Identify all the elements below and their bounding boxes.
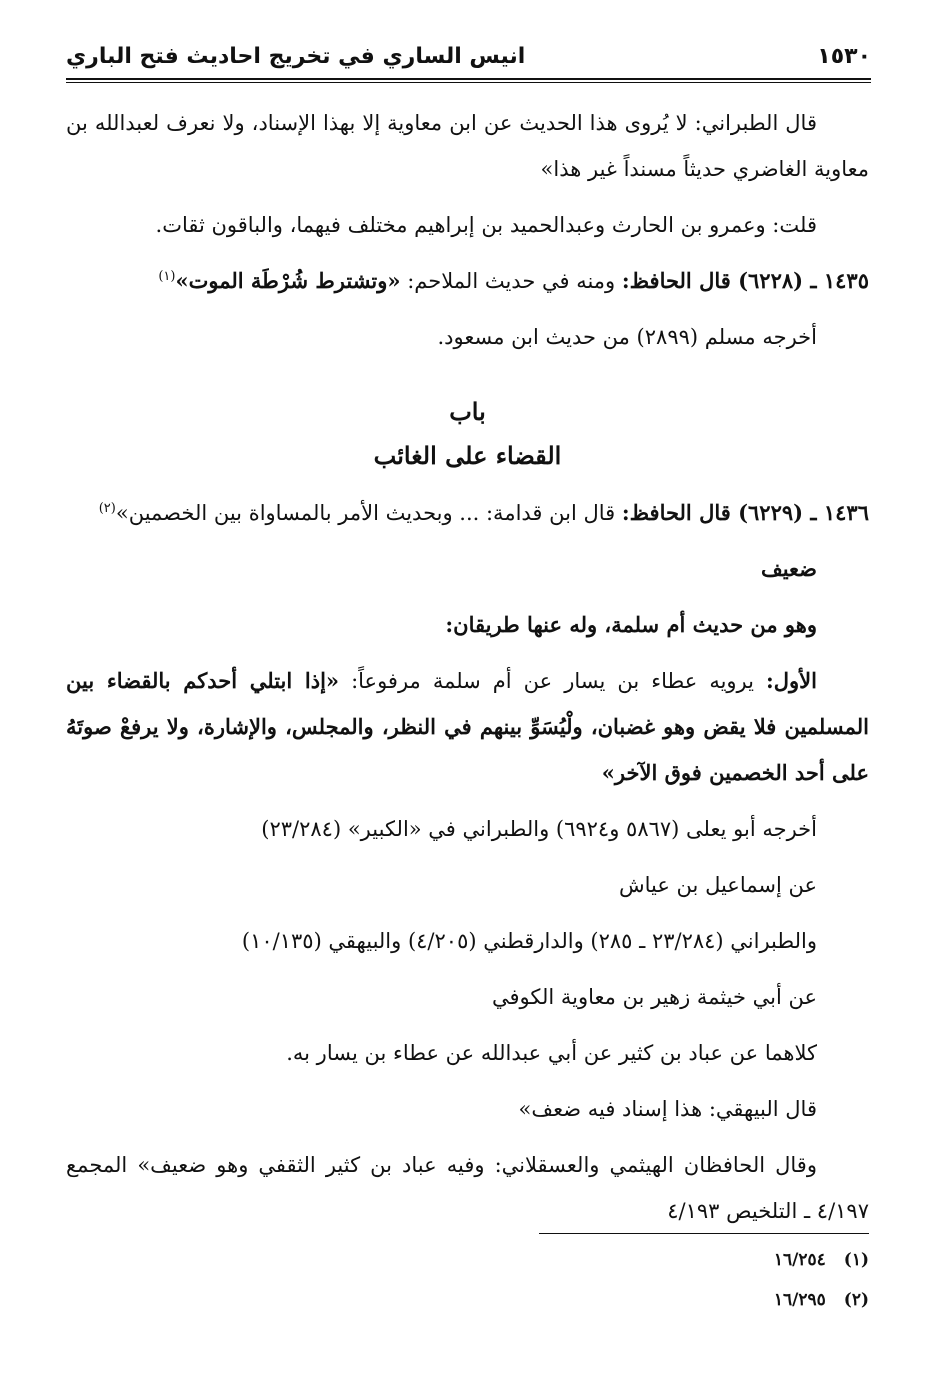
paragraph-tabarani-quote: قال الطبراني: لا يُروى هذا الحديث عن ابن معاوية إلا بهذا الإسناد، ولا نعرف لعبدالله بن معاوية الغاضري حديثاً مسنداً غير هذا» (66, 111, 869, 181)
hadith-1436-number: ١٤٣٦ ـ (٦٢٢٩) قال الحافظ: (621, 500, 869, 525)
footnote-2-text: ١٦/٢٩٥ (773, 1290, 826, 1310)
book-title: انيس الساري في تخريج احاديث فتح الباري (66, 43, 526, 69)
takhrij-line-4: عن أبي خيثمة زهير بن معاوية الكوفي (491, 985, 817, 1009)
footnote-rule (539, 1233, 869, 1234)
header-rule (66, 78, 871, 80)
footnote-ref-2: (٢) (98, 501, 116, 516)
takhrij-line-6: قال البيهقي: هذا إسناد فيه ضعف» (518, 1097, 817, 1121)
footnote-1 (469, 1240, 869, 1280)
first-route-text: يرويه عطاء بن يسار عن أم سلمة مرفوعاً: (339, 669, 767, 693)
running-header (66, 38, 871, 74)
page-body (66, 100, 869, 1234)
takhrij-line-7: وقال الحافظان الهيثمي والعسقلاني: وفيه عباد بن كثير الثقفي وهو ضعيف» المجمع ٤/١٩٧ ـ التلخيص ٤/١٩٣ (66, 1153, 869, 1223)
hadith-1435-text: ومنه في حديث الملاحم: (400, 269, 622, 293)
takhrij-line-1: أخرجه أبو يعلى (٥٨٦٧ و٦٩٢٤) والطبراني في «الكبير» (٢٣/٢٨٤) (261, 817, 817, 841)
footnote-2-marker: (٢) (843, 1290, 869, 1310)
page-number: ١٥٣٠ (817, 43, 871, 69)
hadith-1435-number: ١٤٣٥ ـ (٦٢٢٨) قال الحافظ: (621, 268, 869, 293)
hadith-1436-text: قال ابن قدامة: ... وبحديث الأمر بالمساواة بين الخصمين» (115, 501, 622, 525)
footnote-1-text: ١٦/٢٥٤ (773, 1250, 826, 1270)
hadith-1436 (66, 490, 869, 536)
footnotes (469, 1240, 869, 1320)
takhrij-line-5: كلاهما عن عباد بن كثير عن أبي عبدالله عن عطاء بن يسار به. (286, 1041, 817, 1065)
first-route-quote: «إذا ابتلي أحدكم بالقضاء بين المسلمين فلا يقض وهو غضبان، ولْيُسَوِّ بينهم في النظر، والمجلس، والإشارة، ولا يرفعْ صوتَهُ على أحد الخصمين فوق الآخر» (66, 668, 869, 785)
hadith-1435-quote: «وتشترط شُرْطَة الموت» (175, 268, 401, 293)
header-rule-thin (66, 82, 871, 83)
footnote-1-marker: (١) (843, 1250, 869, 1270)
hadith-1435-takhrij: أخرجه مسلم (٢٨٩٩) من حديث ابن مسعود. (437, 325, 817, 349)
hadith-1435 (66, 258, 869, 304)
paragraph-author-note: قلت: وعمرو بن الحارث وعبدالحميد بن إبراهيم مختلف فيهما، والباقون ثقات. (155, 213, 817, 237)
chapter-heading-title: القضاء على الغائب (373, 441, 562, 470)
first-route-label: الأول: (766, 668, 817, 693)
chapter-heading-bab: باب (449, 397, 486, 426)
footnote-2 (469, 1280, 869, 1320)
hadith-routes-intro: وهو من حديث أم سلمة، وله عنها طريقان: (445, 612, 817, 637)
first-route (66, 658, 869, 796)
takhrij-line-3: والطبراني (٢٣/٢٨٤ ـ ٢٨٥) والدارقطني (٤/٢٠٥) والبيهقي (١٠/١٣٥) (241, 929, 817, 953)
chapter-heading (66, 390, 869, 478)
takhrij-line-2: عن إسماعيل بن عياش (618, 873, 817, 897)
footnote-ref-1: (١) (158, 269, 176, 284)
hadith-grade: ضعيف (760, 556, 817, 581)
